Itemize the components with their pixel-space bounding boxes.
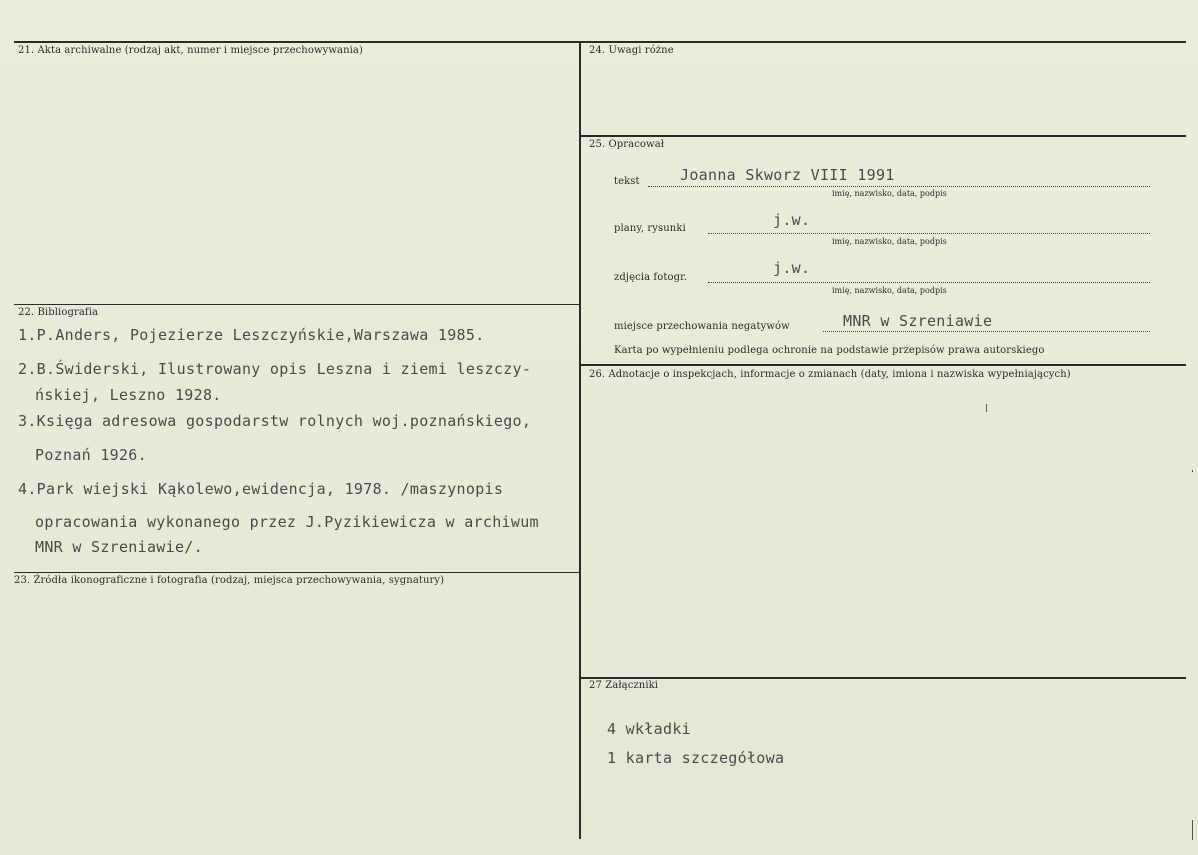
top-rule [14, 41, 1186, 43]
edge-mark-2 [1192, 820, 1193, 840]
right-rule-25 [581, 135, 1186, 137]
bibliography-line-8: MNR w Szreniawie/. [35, 538, 203, 556]
zdjecia-value: j.w. [773, 259, 811, 277]
stray-mark [986, 404, 987, 412]
edge-mark-1 [1192, 470, 1193, 472]
copyright-note: Karta po wypełnieniu podlega ochronie na podstawie przepisów prawa autorskiego [614, 345, 1045, 356]
section-25-label: 25. Opracował [589, 139, 665, 150]
bibliography-line-5: Poznań 1926. [35, 446, 147, 464]
section-27-label: 27 Załączniki [589, 680, 659, 691]
plany-line [708, 233, 1150, 234]
section-26-label: 26. Adnotacje o inspekcjach, informacje o zmianach (daty, imiona i nazwiska wypełniających) [589, 369, 1071, 380]
plany-label: plany, rysunki [614, 223, 686, 234]
left-rule-22 [14, 304, 579, 305]
section-23-label: 23. Źródła ikonograficzne i fotografia (rodzaj, miejsca przechowywania, sygnatury) [14, 575, 445, 586]
right-rule-26 [581, 364, 1186, 366]
tekst-label: tekst [614, 176, 640, 187]
attachment-2: 1 karta szczegółowa [607, 749, 785, 767]
zdjecia-label: zdjęcia fotogr. [614, 272, 688, 283]
negatywy-line [823, 331, 1150, 332]
tekst-value: Joanna Skworz VIII 1991 [680, 166, 895, 184]
bibliography-line-6: 4.Park wiejski Kąkolewo,ewidencja, 1978. /maszynopis [18, 480, 504, 498]
bibliography-line-4: 3.Księga adresowa gospodarstw rolnych woj.poznańskiego, [18, 412, 532, 430]
section-22-label: 22. Bibliografia [18, 307, 99, 318]
bibliography-line-1: 1.P.Anders, Pojezierze Leszczyńskie,Warszawa 1985. [18, 326, 485, 344]
zdjecia-caption: imię, nazwisko, data, podpis [832, 286, 947, 295]
negatywy-value: MNR w Szreniawie [843, 312, 993, 330]
zdjecia-line [708, 282, 1150, 283]
bibliography-line-7: opracowania wykonanego przez J.Pyzikiewicza w archiwum [35, 513, 539, 531]
bibliography-line-3: ńskiej, Leszno 1928. [35, 386, 222, 404]
left-rule-23 [14, 572, 579, 573]
section-21-label: 21. Akta archiwalne (rodzaj akt, numer i miejsce przechowywania) [18, 45, 363, 56]
center-divider [579, 41, 581, 839]
bibliography-line-2: 2.B.Świderski, Ilustrowany opis Leszna i ziemi leszczy- [18, 360, 532, 378]
section-24-label: 24. Uwagi różne [589, 45, 674, 56]
attachment-1: 4 wkładki [607, 720, 691, 738]
tekst-line [648, 186, 1150, 187]
negatywy-label: miejsce przechowania negatywów [614, 321, 790, 332]
plany-value: j.w. [773, 211, 811, 229]
right-rule-27 [581, 677, 1186, 679]
plany-caption: imię, nazwisko, data, podpis [832, 237, 947, 246]
tekst-caption: imię, nazwisko, data, podpis [832, 189, 947, 198]
